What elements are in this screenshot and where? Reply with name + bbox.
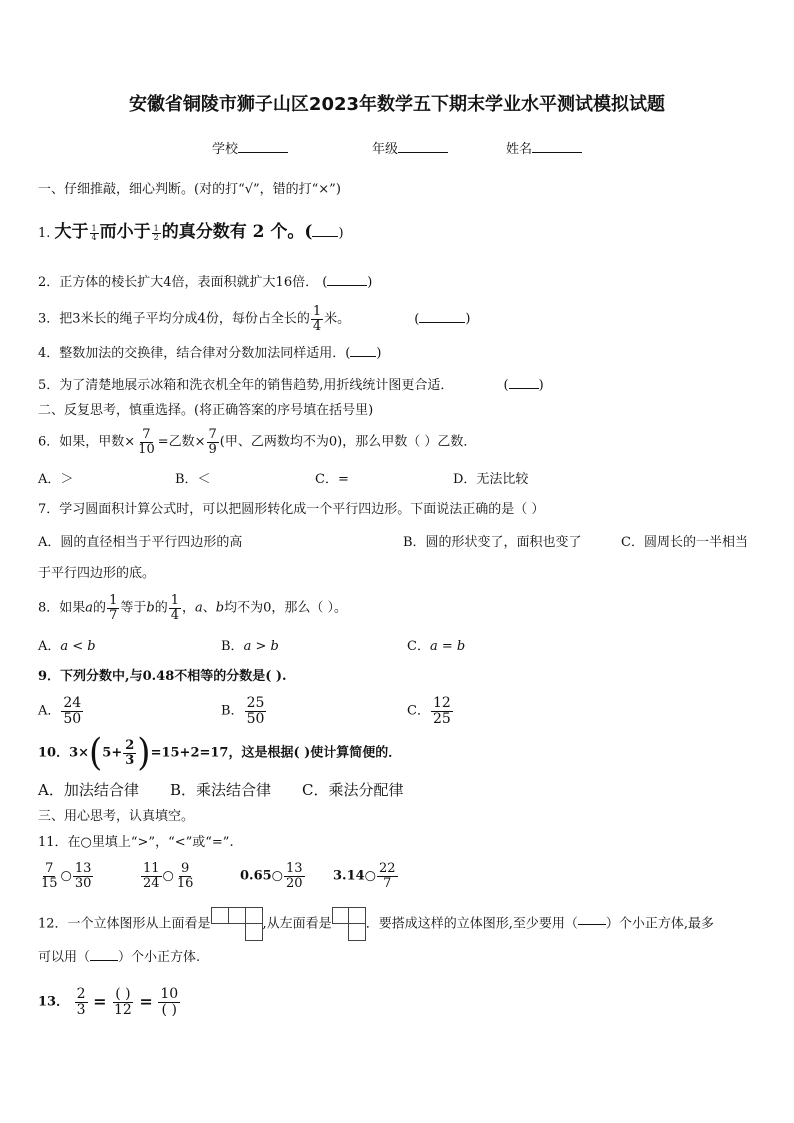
q7-option-a[interactable]: A．圆的直径相当于平行四边形的高 (38, 535, 243, 550)
question-3: 3．把3米长的绳子平均分成4份，每份占全长的 $\frac{1}{4}$ 米。 ( ) (38, 304, 471, 334)
question-5: 5．为了清楚地展示冰箱和洗衣机全年的销售趋势,用折线统计图更合适． ( ) (38, 378, 544, 393)
question-6: 6．如果，甲数× $\frac{7}{10}$ =乙数× $\frac{7}{9}$ (甲、乙两数均不为0)，那么甲数（ ）乙数． (38, 427, 477, 457)
fraction: $\frac{1}{4}$ (170, 593, 179, 623)
answer-blank-min[interactable] (578, 924, 606, 925)
q10-option-a[interactable]: A．加法结合律 (38, 781, 139, 799)
answer-blank[interactable] (509, 388, 539, 389)
question-7: 7．学习圆面积计算公式时，可以把圆形转化成一个平行四边形。下面说法正确的是（ ） (38, 502, 545, 517)
q6-option-b[interactable]: B．＜ (175, 472, 211, 487)
grade-blank[interactable] (398, 152, 448, 153)
question-8: 8．如果a的 $\frac{1}{7}$ 等于b的 $\frac{1}{4}$ ，a、b均不为0，那么（ ）。 (38, 593, 348, 623)
q11-item-3[interactable]: 0.65○ $\frac{13}{20}$ (240, 861, 303, 891)
q9-option-a[interactable]: A． $\frac{24}{50}$ (38, 695, 82, 727)
name-field: 姓名 (506, 143, 582, 156)
q11-item-1[interactable]: $\frac{7}{15}$ ○ $\frac{13}{30}$ (41, 861, 92, 891)
left-view-figure (332, 907, 366, 941)
section-1-heading: 一、仔细推敲，细心判断。(对的打“√”，错的打“×”) (38, 182, 341, 197)
answer-blank[interactable] (312, 236, 338, 237)
q10-option-b[interactable]: B．乘法结合律 (170, 781, 272, 799)
answer-blank[interactable] (350, 356, 376, 357)
section-3-heading: 三、用心思考，认真填空。 (38, 809, 195, 824)
q13-blank-numerator[interactable]: $\frac{( )}{12}$ (114, 986, 132, 1018)
school-field: 学校 (212, 143, 288, 156)
q9-option-c[interactable]: C． $\frac{12}{25}$ (407, 695, 451, 727)
q6-option-d[interactable]: D．无法比较 (453, 472, 529, 487)
section-2-heading: 二、反复思考，慎重选择。(将正确答案的序号填在括号里) (38, 403, 374, 418)
q7-option-b[interactable]: B．圆的形状变了，面积也变了 (403, 535, 582, 550)
school-blank[interactable] (238, 152, 288, 153)
question-13: 13． $\frac{2}{3}$ = $\frac{( )}{12}$ = $\frac{10}{( )}$ (38, 986, 179, 1018)
fraction: $\frac{7}{9}$ (208, 427, 217, 457)
top-view-figure (211, 907, 263, 941)
q7-option-c[interactable]: C．圆周长的一半相当 (621, 535, 748, 550)
q8-option-a[interactable]: A．a < b (38, 639, 96, 654)
question-11: 11．在○里填上“>”，“<”或“=”. (38, 835, 234, 850)
q6-option-c[interactable]: C．= (315, 472, 349, 487)
question-1: 1. 大于 $\frac{1}{4}$ 而小于 $\frac{1}{2}$ 的真分数有 2 个。( ) (38, 222, 344, 242)
question-4: 4．整数加法的交换律，结合律对分数加法同样适用．( ) (38, 346, 382, 361)
q13-blank-denominator[interactable]: $\frac{10}{( )}$ (160, 986, 179, 1018)
q7-option-c-cont: 于平行四边形的底。 (38, 566, 156, 581)
q10-option-c[interactable]: C．乘法分配律 (302, 781, 404, 799)
answer-blank-max[interactable] (90, 960, 118, 961)
question-10: 10．3×(5+ $\frac{2}{3}$ )=15+2=17，这是根据( )使计算简便的． (38, 731, 402, 775)
q6-option-a[interactable]: A．＞ (38, 472, 74, 487)
q8-option-c[interactable]: C．a = b (407, 639, 466, 654)
fraction: $\frac{1}{7}$ (109, 593, 118, 623)
grade-field: 年级 (372, 143, 448, 156)
q9-option-b[interactable]: B． $\frac{25}{50}$ (221, 695, 265, 727)
q11-item-4[interactable]: 3.14○ $\frac{22}{7}$ (333, 861, 396, 891)
question-2: 2．正方体的棱长扩大4倍，表面积就扩大16倍． ( ) (38, 275, 373, 290)
fraction: $\frac{1}{4}$ (91, 223, 97, 242)
answer-blank[interactable] (327, 285, 367, 286)
page-title: 安徽省铜陵市狮子山区2023年数学五下期末学业水平测试模拟试题 (128, 94, 666, 115)
answer-blank[interactable] (419, 322, 465, 323)
name-blank[interactable] (532, 152, 582, 153)
fraction: $\frac{1}{2}$ (153, 223, 159, 242)
fraction: $\frac{1}{4}$ (312, 304, 322, 334)
question-12-cont: 可以用（ ）个小正方体. (38, 950, 201, 965)
fraction: $\frac{7}{10}$ (138, 427, 155, 457)
q8-option-b[interactable]: B．a > b (221, 639, 279, 654)
question-9: 9．下列分数中,与0.48不相等的分数是( ). (38, 669, 287, 684)
q11-item-2[interactable]: $\frac{11}{24}$ ○ $\frac{9}{16}$ (143, 861, 194, 891)
question-12: 12．一个立体图形从上面看是 ,从左面看是 ．要搭成这样的立体图形,至少要用（ ）个小正方体,最多 (38, 907, 714, 941)
